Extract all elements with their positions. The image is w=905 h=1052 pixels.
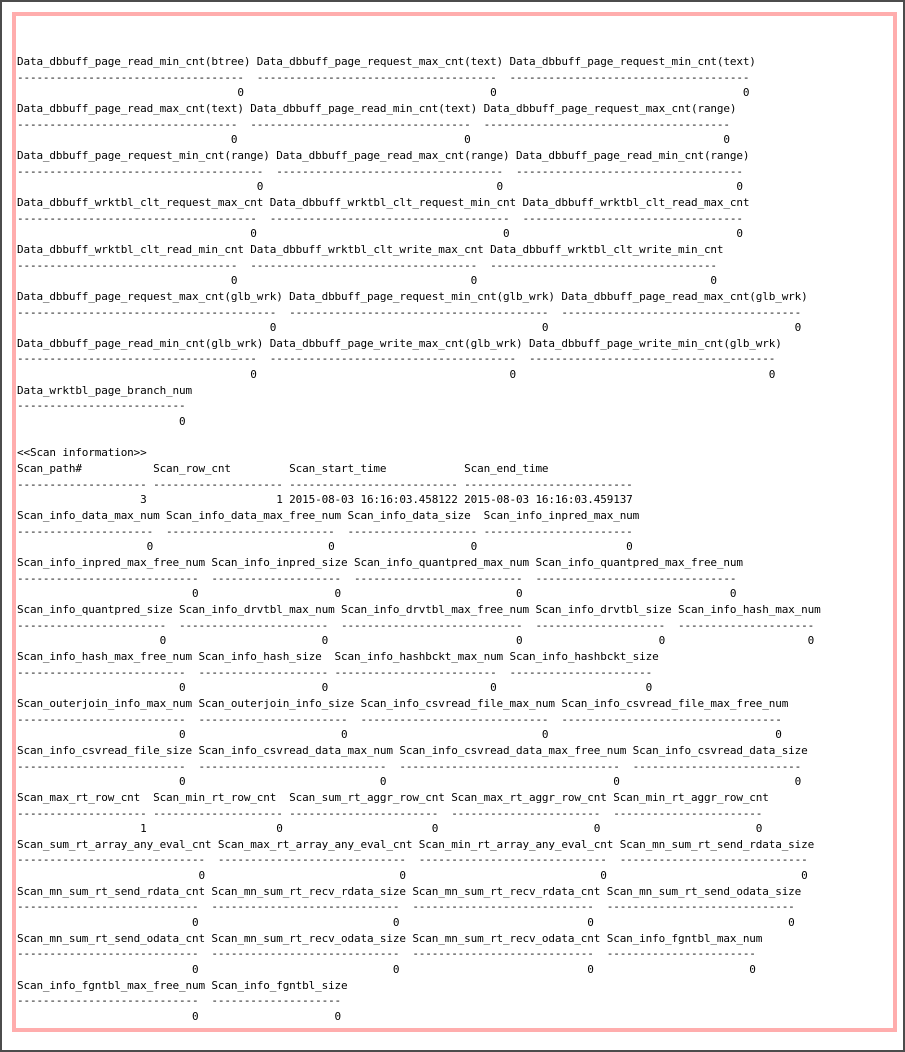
separator-line: ------------------------------------- -------------------------------------- -------------------------------------- [17,352,782,366]
value-line: 0 [17,415,192,429]
separator-line: -------------------------------------- ----------------------------------- ----------------------------------- [17,164,750,178]
column-header-line: Data_dbbuff_page_read_min_cnt(glb_wrk) Data_dbbuff_page_write_max_cnt(glb_wrk) Data_dbbuff_page_write_min_cnt(glb_wrk) [17,336,782,350]
column-header-line: Scan_path# Scan_row_cnt Scan_start_time Scan_end_time [17,462,633,476]
column-header-line: Data_dbbuff_wrktbl_clt_request_max_cnt Data_dbbuff_wrktbl_clt_request_min_cnt Data_dbbuff_wrktbl_clt_read_max_cnt [17,195,750,209]
separator-line: --------------------- -------------------------- -------------------- ----------------------- [17,524,640,538]
column-header-line: Data_dbbuff_page_request_min_cnt(range) Data_dbbuff_page_read_max_cnt(range) Data_dbbuff_page_read_min_cnt(range) [17,148,750,162]
column-header-line: Scan_info_data_max_num Scan_info_data_max_free_num Scan_info_data_size Scan_info_inpred_max_num [17,509,640,523]
report-output [16,16,893,1025]
column-header-line: Scan_outerjoin_info_max_num Scan_outerjoin_info_size Scan_info_csvread_file_max_num Scan_info_csvread_file_max_free_num [17,696,789,710]
value-line: 0 0 0 [17,321,808,335]
separator-line: -------------------- -------------------- -------------------------- -------------------------- [17,477,633,491]
column-header-line: Scan_mn_sum_rt_send_rdata_cnt Scan_mn_sum_rt_recv_rdata_size Scan_mn_sum_rt_recv_rdata_cnt Scan_mn_sum_rt_send_odata_size [17,884,802,898]
content-frame [12,12,897,1032]
separator-line: -------------------- -------------------- ----------------------- ----------------------- ----------------------- [17,806,769,820]
column-header-line: Data_dbbuff_page_read_min_cnt(btree) Data_dbbuff_page_request_max_cnt(text) Data_dbbuff_page_request_min_cnt(text) [17,55,756,68]
column-header-line: Scan_info_fgntbl_max_free_num Scan_info_fgntbl_size [17,978,348,992]
value-line: 0 0 0 0 [17,728,789,742]
separator-line: ---------------------------- ----------------------------- ---------------------------- ----------------------- [17,947,763,961]
value-line: 0 0 0 [17,86,756,100]
value-line: 0 0 0 [17,368,782,382]
value-line: 1 0 0 0 0 [17,822,769,836]
value-line: 0 0 0 0 [17,963,763,977]
value-line: 0 0 0 0 [17,540,640,554]
value-line: 0 0 0 [17,133,737,147]
column-header-line: Data_dbbuff_page_read_max_cnt(text) Data_dbbuff_page_read_min_cnt(text) Data_dbbuff_page_request_max_cnt(range) [17,101,737,115]
scan-information-title: <<Scan information>> [17,446,147,460]
column-header-line: Scan_info_quantpred_size Scan_info_drvtbl_max_num Scan_info_drvtbl_max_free_num Scan_info_drvtbl_size Scan_info_hash_max_num [17,602,821,616]
column-header-line: Scan_info_hash_max_free_num Scan_info_hash_size Scan_info_hashbckt_max_num Scan_info_hashbckt_size [17,649,659,663]
separator-line: ---------------------------- -------------------- [17,994,348,1008]
column-header-line: Scan_sum_rt_array_any_eval_cnt Scan_max_rt_array_any_eval_cnt Scan_min_rt_array_any_eval_cnt Scan_mn_sum_rt_send_rdata_size [17,837,815,851]
separator-line: ------------------------------------- ------------------------------------- ---------------------------------- [17,211,750,225]
separator-line: -------------------------- ----------------------- ----------------------------- ---------------------------------- [17,712,789,726]
separator-line: -------------------------- -------------------- ------------------------- ---------------------- [17,665,659,679]
separator-line: ----------------------------------- ------------------------------------- ------------------------------------- [17,70,756,84]
separator-line: ----------------------- ----------------------- ---------------------------- -------------------- --------------------- [17,618,821,632]
column-header-line: Data_wrktbl_page_branch_num [17,383,192,397]
value-line: 0 0 0 0 [17,775,808,789]
column-header-line: Scan_max_rt_row_cnt Scan_min_rt_row_cnt Scan_sum_rt_aggr_row_cnt Scan_max_rt_aggr_row_cnt Scan_min_rt_aggr_row_cnt [17,790,769,804]
column-header-line: Data_dbbuff_wrktbl_clt_read_min_cnt Data_dbbuff_wrktbl_clt_write_max_cnt Data_dbbuff_wrktbl_clt_write_min_cnt [17,242,724,256]
value-line: 0 0 0 [17,274,724,288]
separator-line: ---------------------------------- ---------------------------------- -------------------------------------- [17,117,737,131]
separator-line: ---------------------------------- ----------------------------------- ----------------------------------- [17,258,724,272]
value-line: 0 0 0 0 [17,916,802,930]
separator-line: -------------------------- ----------------------------- ---------------------------------- -------------------------- [17,759,808,773]
blank-line [17,430,893,446]
column-header-line: Scan_info_csvread_file_size Scan_info_csvread_data_max_num Scan_info_csvread_data_max_free_num Scan_info_csvread_data_size [17,743,808,757]
separator-line: ---------------------------------------- ---------------------------------------- ------------------------------------- [17,305,808,319]
value-line: 0 0 0 0 [17,869,815,883]
value-line: 0 0 0 [17,180,750,194]
column-header-line: Data_dbbuff_page_request_max_cnt(glb_wrk) Data_dbbuff_page_request_min_cnt(glb_wrk) Data_dbbuff_page_read_max_cnt(glb_wrk) [17,289,808,303]
value-line: 0 0 0 0 0 [17,634,821,648]
separator-line: ---------------------------- -------------------- -------------------------- ------------------------------- [17,571,743,585]
separator-line: -------------------------- [17,399,192,413]
value-line: 0 0 0 0 [17,681,659,695]
value-line: 0 0 [17,1010,348,1024]
value-line: 0 0 0 0 [17,587,743,601]
value-line: 0 0 0 [17,227,750,241]
separator-line: ----------------------------- ----------------------------- ----------------------------- ----------------------------- [17,853,815,867]
separator-line: ---------------------------- ----------------------------- ---------------------------- ----------------------------- [17,900,802,914]
column-header-line: Scan_mn_sum_rt_send_odata_cnt Scan_mn_sum_rt_recv_odata_size Scan_mn_sum_rt_recv_odata_cnt Scan_info_fgntbl_max_num [17,931,763,945]
column-header-line: Scan_info_inpred_max_free_num Scan_info_inpred_size Scan_info_quantpred_max_num Scan_info_quantpred_max_free_num [17,556,743,569]
value-line: 3 1 2015-08-03 16:16:03.458122 2015-08-03 16:16:03.459137 [17,493,633,507]
